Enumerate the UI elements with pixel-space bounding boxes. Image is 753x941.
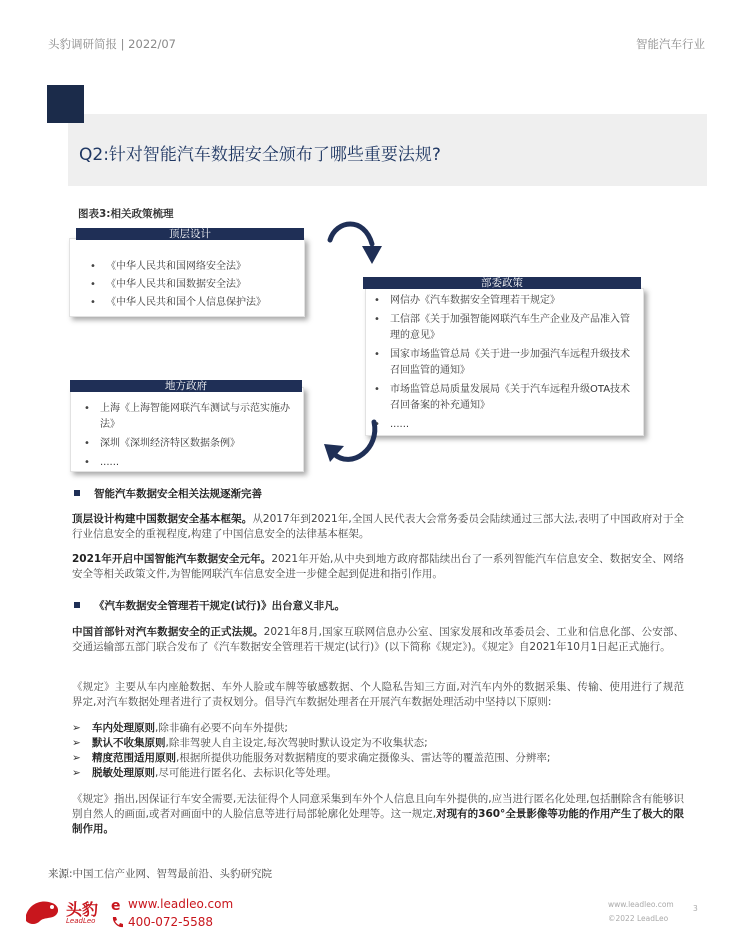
- local-head: 地方政府: [70, 380, 302, 392]
- principle-item: [72, 721, 288, 736]
- principle-item: [72, 736, 428, 751]
- para-text: 2021年8月,国家互联网信息办公室、国家发展和改革委员会、工业和信息化部、公安部、交通运输部五部门联合发布了《汽车数据安全管理若干规定(试行)》(以下简称《规定》)。《规定》自2021年10月1日起正式施行。: [72, 626, 684, 653]
- source-note: 来源:中国工信产业网、智驾最前沿、头豹研究院: [48, 868, 273, 880]
- bullet-square-icon: [74, 490, 80, 496]
- list-item: • 上海《上海智能网联汽车测试与示范实施办法》: [76, 401, 296, 433]
- question-title: Q2:针对智能汽车数据安全颁布了哪些重要法规?: [79, 145, 441, 165]
- section2-para1: [72, 625, 684, 655]
- list-item: • 工信部《关于加强智能网联汽车生产企业及产品准入管理的意见》: [366, 312, 634, 344]
- principle-name: 车内处理原则: [92, 722, 155, 734]
- principle-name: 默认不收集原则: [92, 737, 166, 749]
- top-level-head: 顶层设计: [76, 228, 304, 240]
- curved-arrow-bottom-icon: [322, 408, 392, 478]
- section1-title: 智能汽车数据安全相关法规逐渐完善: [94, 488, 262, 500]
- top-level-list: [82, 259, 302, 313]
- logo-text: 头豹: [66, 900, 99, 919]
- page-number: 3: [693, 904, 698, 913]
- curved-arrow-top-icon: [320, 216, 390, 286]
- para-text: 2021年开始,从中央到地方政府都陆续出台了一系列智能汽车信息安全、数据安全、网络安全等相关政策文件,为智能网联汽车信息安全进一步健全起到促进和指引作用。: [72, 553, 684, 580]
- local-list: [76, 401, 296, 471]
- arrow-bullet-icon: ➢: [72, 737, 81, 749]
- principle-text: ,除非驾驶人自主设定,每次驾驶时默认设定为不收集状态;: [165, 737, 428, 749]
- arrow-bullet-icon: ➢: [72, 722, 81, 734]
- principle-name: 精度范围适用原则: [92, 752, 176, 764]
- list-item: • 《中华人民共和国数据安全法》: [82, 277, 302, 292]
- list-item: • ......: [366, 417, 634, 433]
- list-item: • 市场监管总局质量发展局《关于汽车远程升级OTA技术召回备案的补充通知》: [366, 382, 634, 414]
- para-lead: 2021年开启中国智能汽车数据安全元年。: [72, 553, 272, 565]
- para-emphasis: 对现有的360°全景影像等功能的作用产生了极大的限制作用。: [72, 808, 684, 835]
- svg-text:e: e: [111, 898, 121, 912]
- principle-text: ,尽可能进行匿名化、去标识化等处理。: [155, 767, 337, 779]
- website-link[interactable]: www.leadleo.com: [128, 897, 234, 911]
- logo-subtext: LeadLeo: [66, 917, 96, 925]
- phone-number: 400-072-5588: [128, 915, 214, 929]
- principle-text: ,根据所提供功能服务对数据精度的要求确定摄像头、雷达等的覆盖范围、分辨率;: [176, 752, 551, 764]
- ministry-head: 部委政策: [363, 277, 641, 289]
- principle-text: ,除非确有必要不向车外提供;: [155, 722, 288, 734]
- para-lead: 顶层设计构建中国数据安全基本框架。: [72, 513, 253, 525]
- figure-title: 图表3:相关政策梳理: [78, 208, 174, 220]
- list-item: • 网信办《汽车数据安全管理若干规定》: [366, 293, 634, 309]
- list-item: • 深圳《深圳经济特区数据条例》: [76, 436, 296, 452]
- list-item: • 《中华人民共和国个人信息保护法》: [82, 295, 302, 310]
- report-header: 头豹调研简报 | 2022/07: [48, 37, 176, 51]
- arrow-bullet-icon: ➢: [72, 767, 81, 779]
- decor-square: [47, 85, 84, 123]
- copyright: ©2022 LeadLeo: [608, 914, 669, 923]
- section1-para2: [72, 552, 684, 582]
- para-text: 从2017年到2021年,全国人民代表大会常务委员会陆续通过三部大法,表明了中国政府对于全行业信息安全的重视程度,构建了中国信息安全的法律基本框架。: [72, 513, 685, 540]
- section1-para1: [72, 512, 684, 542]
- section1-heading: [74, 486, 262, 501]
- list-item: • 国家市场监管总局《关于进一步加强汽车远程升级技术召回监管的通知》: [366, 347, 634, 379]
- para-lead: 中国首部针对汽车数据安全的正式法规。: [72, 626, 264, 638]
- section2-para2: 《规定》主要从车内座舱数据、车外人脸或车牌等敏感数据、个人隐私告知三方面,对汽车内外的数据采集、传输、使用进行了规范界定,对汽车数据处理者进行了责权划分。倡导汽车数据处理者在开展汽车数据处理活动中坚持以下原则:: [72, 681, 684, 708]
- section2-title: 《汽车数据安全管理若干规定(试行)》出台意义非凡。: [94, 600, 346, 612]
- para-text: 《规定》指出,因保证行车安全需要,无法征得个人同意采集到车外个人信息且向车外提供的,应当进行匿名化处理,包括删除含有能够识别自然人的画面,或者对画面中的人脸信息等进行局部轮廓化处理等。这一规定,: [72, 793, 684, 820]
- principle-name: 脱敏处理原则: [92, 767, 155, 779]
- footer-url: www.leadleo.com: [608, 900, 674, 909]
- principle-item: [72, 751, 550, 766]
- ministry-list: [366, 293, 634, 433]
- list-item: • ......: [76, 455, 296, 471]
- section2-para3: [72, 792, 684, 837]
- bullet-square-icon: [74, 602, 80, 608]
- web-icon: [110, 898, 124, 912]
- list-item: • 《中华人民共和国网络安全法》: [82, 259, 302, 274]
- section2-heading: [74, 598, 345, 613]
- industry-label: 智能汽车行业: [636, 37, 705, 51]
- phone-icon: [110, 915, 124, 929]
- leopard-logo-icon: [22, 895, 62, 927]
- principle-item: [72, 766, 337, 781]
- arrow-bullet-icon: ➢: [72, 752, 81, 764]
